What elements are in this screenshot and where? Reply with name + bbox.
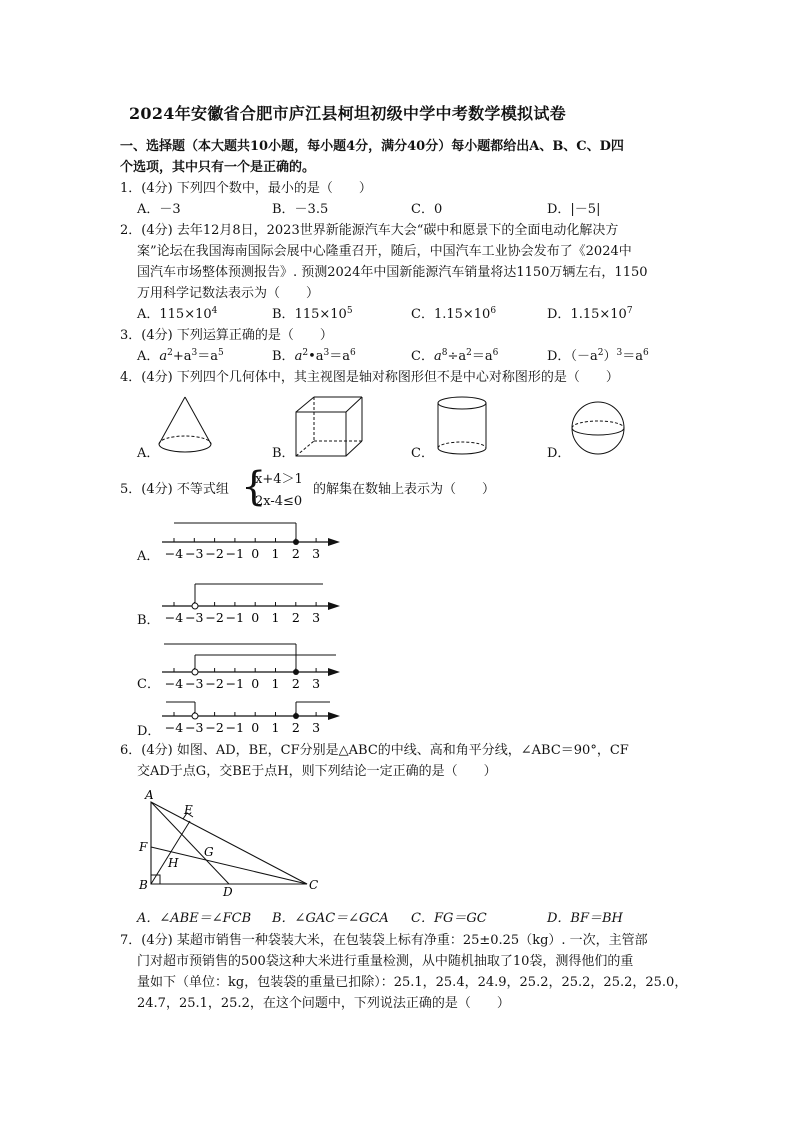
q2-option-b: B．$115\times 10^5$ (272, 306, 353, 322)
tick-label: 0 (251, 610, 260, 625)
tick-label: 2 (291, 720, 300, 735)
q5-inequality-1: x+4＞1 (255, 472, 303, 487)
tick-label: 1 (271, 546, 280, 561)
tick-label: 0 (251, 720, 260, 735)
section-heading-line2: 个选项，其中只有一个是正确的。 (120, 160, 316, 175)
tick-label: −4 (164, 720, 184, 735)
q6-option-d: D．BF＝BH (547, 911, 623, 926)
section-heading-line1: 一、选择题（本大题共10小题，每小题4分，满分40分）每小题都给出A、B、C、D四 (120, 139, 624, 154)
cylinder-solid (432, 394, 492, 460)
label-a: A (145, 788, 154, 802)
q5-option-d: D． (137, 724, 161, 739)
q2-option-a: A．$115\times 10^4$ (137, 306, 218, 322)
tick-label: 3 (312, 546, 321, 561)
tick-label: 3 (312, 676, 321, 691)
exam-title: 2024年安徽省合肥市庐江县柯坦初级中学中考数学模拟试卷 (129, 104, 566, 123)
q2-option-d: D．$1.15\times 10^7$ (547, 306, 633, 322)
triangle-figure (134, 788, 330, 900)
q7-line1: 7．(4分) 某超市销售一种袋装大米，在包装袋上标有净重：25±0.25（kg）. 一次，主管部 (120, 933, 648, 948)
tick-label: −2 (205, 720, 224, 735)
q2-line2: 案”论坛在我国海南国际会展中心隆重召开，随后，中国汽车工业协会发布了《2024中 (137, 244, 632, 259)
label-d: D (223, 885, 233, 899)
tick-label: 2 (291, 610, 300, 625)
tick-label: 1 (271, 610, 280, 625)
label-b: B (139, 878, 148, 892)
tick-label: −4 (164, 610, 184, 625)
tick-label: −1 (225, 610, 245, 625)
number-line-b (158, 582, 348, 632)
q6-line1: 6．(4分) 如图、AD，BE，CF分别是△ABC的中线、高和角平分线，∠ABC＝90°，CF (120, 743, 629, 758)
label-e: E (184, 803, 193, 817)
q5-option-c: C． (137, 677, 160, 692)
label-c: C (309, 878, 319, 892)
tick-label: 0 (251, 676, 260, 691)
q5-inequality-2: 2x-4≤0 (255, 494, 303, 509)
q7-line4: 24.7，25.1，25.2，在这个问题中，下列说法正确的是（ ） (137, 996, 510, 1011)
sphere-solid (568, 398, 628, 460)
tick-label: −3 (185, 720, 204, 735)
q2-line3: 国汽车市场整体预测报告》. 预测2024年中国新能源汽车销量将达1150万辆左右，1150 (137, 265, 648, 280)
tick-label: −1 (225, 676, 245, 691)
q5-option-b: B． (137, 613, 160, 628)
tick-label: 1 (271, 720, 280, 735)
q1-option-b: B．－3.5 (272, 202, 329, 217)
q3-option-a: A．$a^2+a^3=a^5$ (137, 348, 224, 364)
q3-stem: 3．(4分) 下列运算正确的是（ ） (120, 328, 333, 343)
tick-label: 1 (271, 676, 280, 691)
q4-option-c: C． (411, 446, 434, 461)
q4-option-b: B． (272, 446, 295, 461)
tick-label: 3 (312, 610, 321, 625)
tick-label: −3 (185, 546, 204, 561)
q7-line2: 门对超市预销售的500袋这种大米进行重量检测，从中随机抽取了10袋，测得他们的重 (137, 954, 634, 969)
tick-label: 2 (291, 546, 300, 561)
q5-suffix: 的解集在数轴上表示为（ ） (313, 482, 496, 497)
q1-option-c: C．0 (411, 202, 443, 217)
label-h: H (168, 856, 179, 870)
label-g: G (204, 845, 214, 859)
q2-line1: 2．(4分) 去年12月8日，2023世界新能源汽车大会“碳中和愿景下的全面电动化解决方 (120, 223, 619, 238)
q3-option-c: C．$a^8\div a^2=a^6$ (411, 348, 499, 364)
tick-label: −4 (164, 676, 184, 691)
number-line-a (158, 518, 348, 568)
q2-line4: 万用科学记数法表示为（ ） (137, 286, 320, 301)
q6-option-a: A．∠ABE＝∠FCB (137, 911, 252, 926)
number-line-c (158, 638, 348, 696)
q6-line2: 交AD于点G，交BE于点H，则下列结论一定正确的是（ ） (137, 764, 497, 779)
q5-option-a: A． (137, 549, 160, 564)
tick-label: −2 (205, 676, 224, 691)
cube-solid (292, 394, 366, 460)
tick-label: −2 (205, 546, 224, 561)
q1-stem: 1．(4分) 下列四个数中，最小的是（ ） (120, 181, 372, 196)
tick-label: −1 (225, 546, 245, 561)
q4-option-a: A． (137, 446, 160, 461)
q4-stem: 4．(4分) 下列四个几何体中，其主视图是轴对称图形但不是中心对称图形的是（ ） (120, 370, 619, 385)
tick-label: −4 (164, 546, 184, 561)
q7-line3: 量如下（单位：kg，包装袋的重量已扣除）：25.1，25.4，24.9，25.2，25.2，25.2，25.0， (137, 975, 688, 990)
q6-option-b: B．∠GAC＝∠GCA (272, 911, 389, 926)
number-line-d (158, 694, 348, 742)
q1-option-d: D．|－5| (547, 202, 601, 217)
tick-label: −3 (185, 610, 204, 625)
q2-option-c: C．$1.15\times 10^6$ (411, 306, 497, 322)
q5-prefix: 5．(4分) 不等式组 (120, 482, 229, 497)
tick-label: −3 (185, 676, 204, 691)
q1-option-a: A．－3 (137, 202, 181, 217)
q3-option-b: B．$a^2•a^3=a^6$ (272, 348, 356, 364)
label-f: F (139, 840, 148, 854)
tick-label: 2 (291, 676, 300, 691)
tick-label: 0 (251, 546, 260, 561)
q3-option-d: D．$(-a^2)^3=a^6$ (547, 348, 649, 364)
tick-label: 3 (312, 720, 321, 735)
q6-option-c: C．FG＝GC (411, 911, 487, 926)
system-brace: { (241, 464, 267, 510)
tick-label: −2 (205, 610, 224, 625)
tick-label: −1 (225, 720, 245, 735)
cone-solid (155, 394, 215, 456)
q4-option-d: D． (547, 446, 571, 461)
